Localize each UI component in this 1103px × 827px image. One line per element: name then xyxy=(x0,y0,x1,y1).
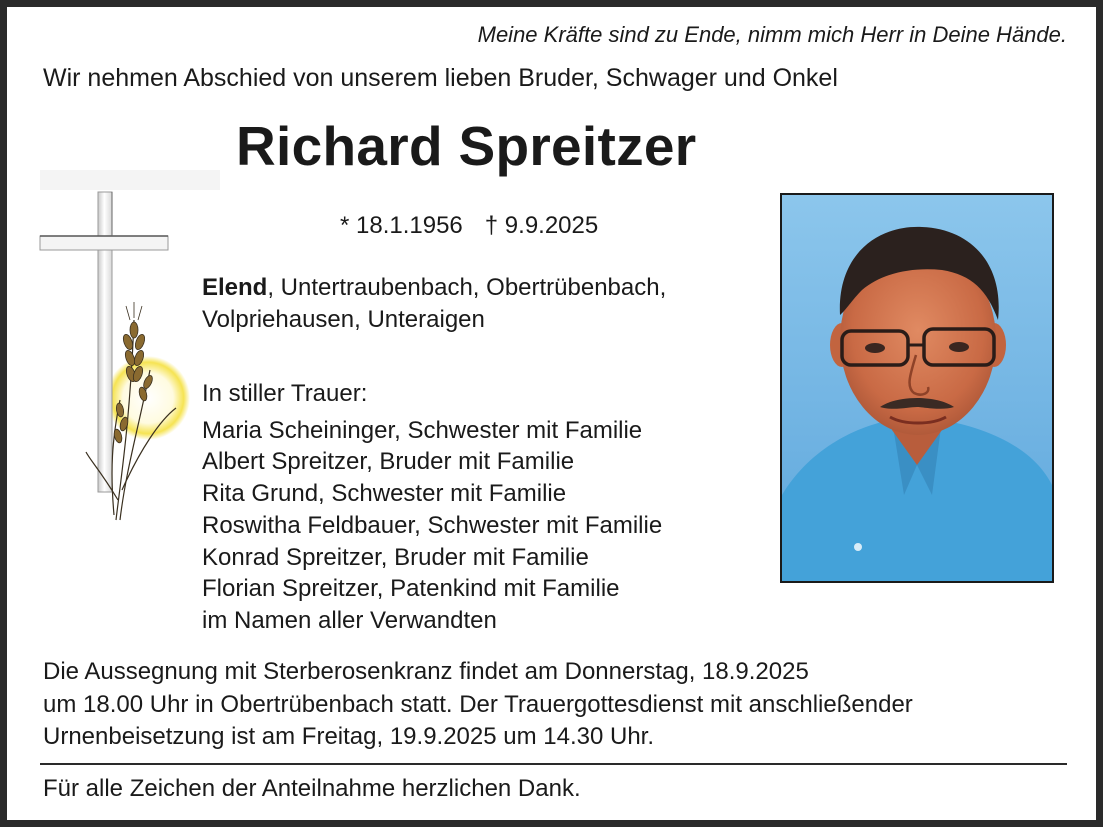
places xyxy=(202,272,666,336)
mourner-item: Roswitha Feldbauer, Schwester mit Familie xyxy=(202,511,663,539)
mourner-item: Albert Spreitzer, Bruder mit Familie xyxy=(202,448,575,476)
service-line: Urnenbeisetzung ist am Freitag, 19.9.2025 um 14.30 Uhr. xyxy=(43,723,655,750)
thanks-text: Für alle Zeichen der Anteilnahme herzlichen Dank. xyxy=(43,775,581,802)
mourner-item: Rita Grund, Schwester mit Familie xyxy=(202,480,567,508)
sun-icon xyxy=(106,356,190,440)
service-line: Die Aussegnung mit Sterberosenkranz findet am Donnerstag, 18.9.2025 xyxy=(43,658,809,685)
places-line1: , Untertraubenbach, Obertrübenbach, xyxy=(267,274,667,301)
deceased-name: Richard Spreitzer xyxy=(236,115,697,177)
place-highlight: Elend xyxy=(202,274,268,301)
mourners-list xyxy=(202,378,662,637)
mourner-item: Florian Spreitzer, Patenkind mit Familie xyxy=(202,575,620,603)
death-date: † 9.9.2025 xyxy=(484,212,599,239)
mourner-item: Konrad Spreitzer, Bruder mit Familie xyxy=(202,543,589,571)
portrait-photo xyxy=(780,193,1054,583)
service-details xyxy=(43,656,913,754)
life-dates xyxy=(340,212,598,240)
mourner-item: im Namen aller Verwandten xyxy=(202,606,497,634)
divider xyxy=(40,763,1067,765)
motto: Meine Kräfte sind zu Ende, nimm mich Herr in Deine Hände. xyxy=(477,22,1067,47)
service-line: um 18.00 Uhr in Obertrübenbach statt. Der Trauergottesdienst mit anschließender xyxy=(43,690,913,718)
mourners-heading: In stiller Trauer: xyxy=(202,380,368,407)
portrait-illustration xyxy=(782,195,1052,581)
birth-date: * 18.1.1956 xyxy=(340,212,463,239)
intro-text: Wir nehmen Abschied von unserem lieben Bruder, Schwager und Onkel xyxy=(43,64,838,92)
places-line2: Volpriehausen, Unteraigen xyxy=(202,306,485,333)
cross-icon xyxy=(30,170,230,540)
mourner-item: Maria Scheininger, Schwester mit Familie xyxy=(202,416,643,444)
